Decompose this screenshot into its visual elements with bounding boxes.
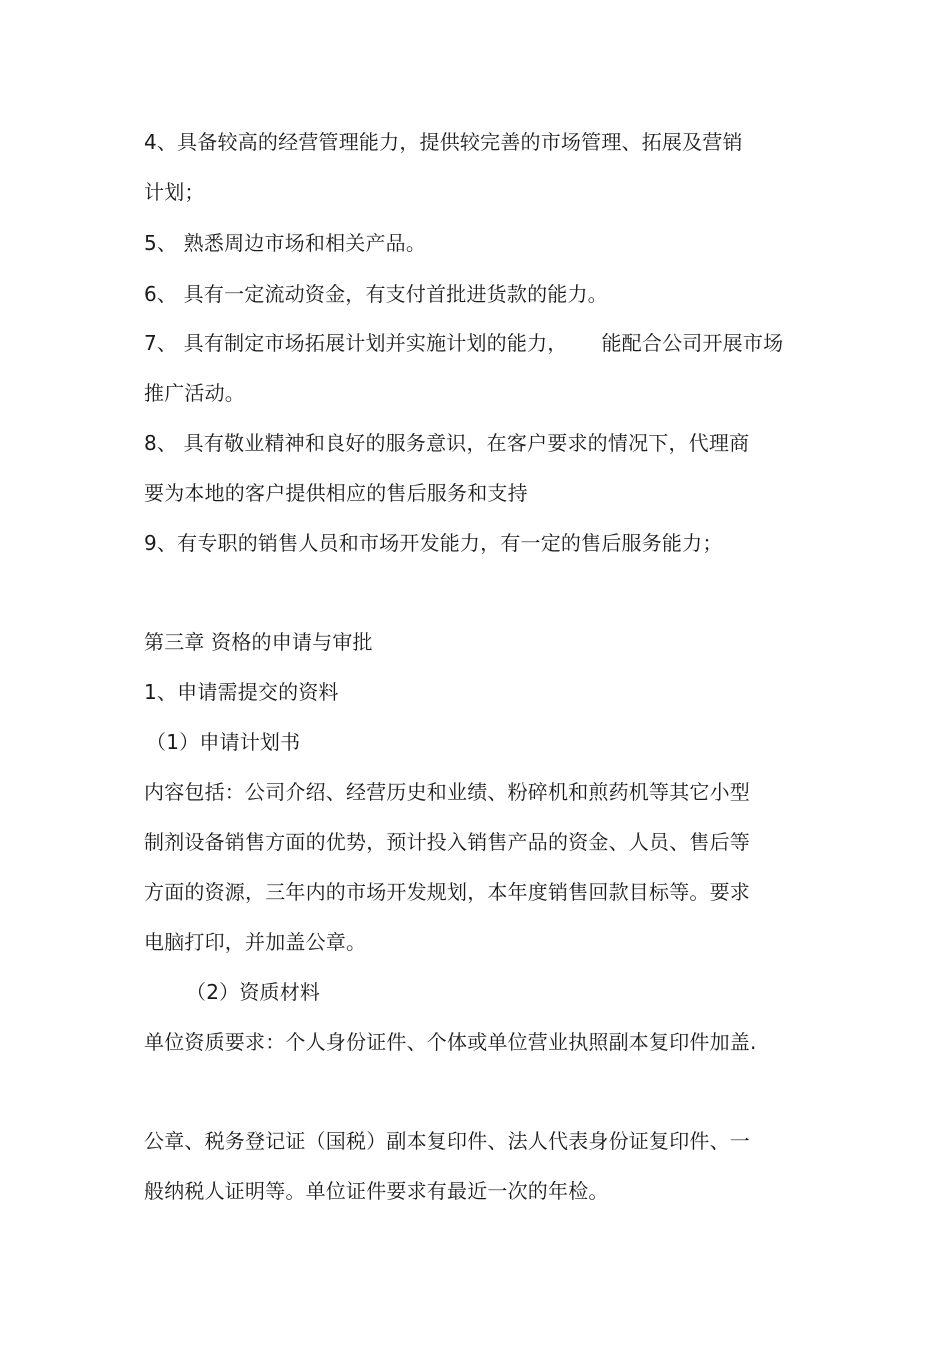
text-line-4: 6、 具有一定流动资金，有支付首批进货款的能力。 bbox=[144, 282, 608, 306]
text-line-5-part-1: 7、 具有制定市场拓展计划并实施计划的能力， bbox=[144, 331, 568, 355]
text-line-3: 5、 熟悉周边市场和相关产品。 bbox=[144, 231, 427, 255]
text-line-15: 公章、税务登记证（国税）副本复印件、法人代表身份证复印件、一 bbox=[144, 1129, 750, 1153]
text-line-5 bbox=[144, 330, 783, 356]
text-line-6: 推广活动。 bbox=[144, 381, 245, 405]
text-line-2: 计划； bbox=[144, 180, 205, 204]
text-line-9: 9、有专职的销售人员和市场开发能力，有一定的售后服务能力； bbox=[144, 531, 723, 555]
section-heading-1: 1、申请需提交的资料 bbox=[144, 680, 339, 704]
text-line-11: 制剂设备销售方面的优势，预计投入销售产品的资金、人员、售后等 bbox=[144, 830, 750, 854]
text-line-7: 8、 具有敬业精神和良好的服务意识，在客户要求的情况下，代理商 bbox=[144, 431, 750, 455]
text-line-12: 方面的资源，三年内的市场开发规划，本年度销售回款目标等。要求 bbox=[144, 880, 750, 904]
text-line-16: 般纳税人证明等。单位证件要求有最近一次的年检。 bbox=[144, 1179, 609, 1203]
subsection-heading-1: （1）申请计划书 bbox=[146, 730, 301, 754]
text-line-1: 4、具备较高的经营管理能力，提供较完善的市场管理、拓展及营销 bbox=[144, 130, 743, 154]
subsection-heading-2: （2）资质材料 bbox=[186, 980, 321, 1004]
text-line-8: 要为本地的客户提供相应的售后服务和支持 bbox=[144, 481, 528, 505]
text-line-14: 单位资质要求：个人身份证件、个体或单位营业执照副本复印件加盖. bbox=[144, 1030, 757, 1054]
text-line-13: 电脑打印，并加盖公章。 bbox=[144, 930, 367, 954]
text-line-10: 内容包括：公司介绍、经营历史和业绩、粉碎机和煎药机等其它小型 bbox=[144, 780, 750, 804]
text-line-5-part-2: 能配合公司开展市场 bbox=[601, 331, 784, 355]
chapter-heading: 第三章 资格的申请与审批 bbox=[144, 630, 373, 654]
